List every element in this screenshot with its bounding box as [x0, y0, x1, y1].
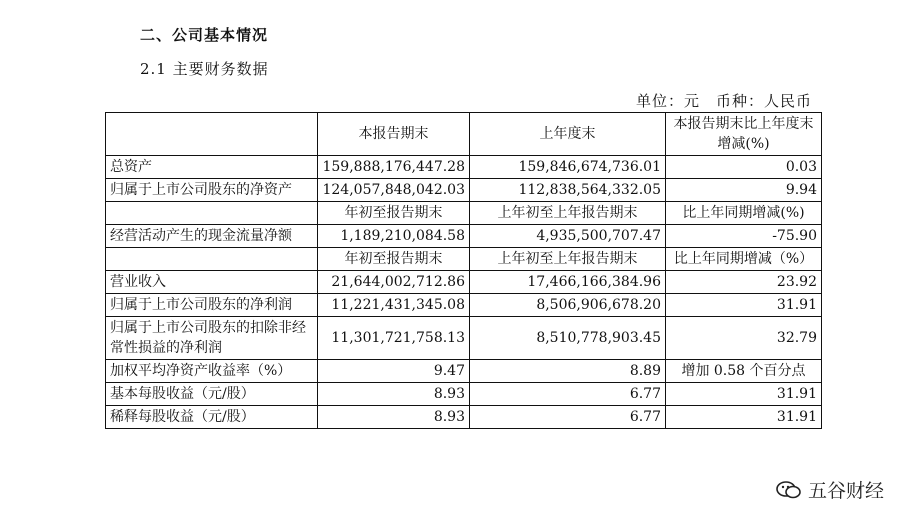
value-cell: 17,466,166,384.96 [470, 271, 666, 294]
section-title: 二、公司基本情况 [140, 26, 269, 44]
row-label-cell: 加权平均净资产收益率（%） [106, 360, 318, 383]
header-cell [106, 113, 318, 156]
header-cell: 本报告期末 [318, 113, 470, 156]
header-cell [106, 202, 318, 225]
wechat-icon [776, 480, 802, 500]
value-cell: 9.47 [318, 360, 470, 383]
value-cell: 31.91 [666, 406, 822, 429]
row-label-cell: 总资产 [106, 156, 318, 179]
value-cell: 159,888,176,447.28 [318, 156, 470, 179]
header-cell: 比上年同期增减（%） [666, 248, 822, 271]
value-cell: 11,301,721,758.13 [318, 317, 470, 360]
value-cell: 8.89 [470, 360, 666, 383]
table-row [106, 317, 822, 360]
table-row [106, 156, 822, 179]
value-cell: 31.91 [666, 294, 822, 317]
value-cell: 4,935,500,707.47 [470, 225, 666, 248]
value-cell: -75.90 [666, 225, 822, 248]
financial-data-table [105, 112, 822, 429]
value-cell: 0.03 [666, 156, 822, 179]
row-label-cell: 稀释每股收益（元/股） [106, 406, 318, 429]
value-cell: 8.93 [318, 383, 470, 406]
unit-currency-note: 单位：元 币种：人民币 [635, 92, 812, 110]
table-row [106, 225, 822, 248]
row-label-cell: 经营活动产生的现金流量净额 [106, 225, 318, 248]
value-cell: 21,644,002,712.86 [318, 271, 470, 294]
table-header-row [106, 248, 822, 271]
table-row [106, 406, 822, 429]
value-cell: 9.94 [666, 179, 822, 202]
row-label-cell: 归属于上市公司股东的净资产 [106, 179, 318, 202]
value-cell: 11,221,431,345.08 [318, 294, 470, 317]
value-cell: 23.92 [666, 271, 822, 294]
value-cell: 124,057,848,042.03 [318, 179, 470, 202]
header-cell [106, 248, 318, 271]
value-cell: 1,189,210,084.58 [318, 225, 470, 248]
subsection-title: 2.1 主要财务数据 [140, 60, 269, 78]
value-cell: 8.93 [318, 406, 470, 429]
table-row [106, 271, 822, 294]
value-cell: 159,846,674,736.01 [470, 156, 666, 179]
table-row [106, 179, 822, 202]
value-cell: 6.77 [470, 406, 666, 429]
header-cell: 本报告期末比上年度末增减(%) [666, 113, 822, 156]
header-cell: 上年度末 [470, 113, 666, 156]
value-cell: 6.77 [470, 383, 666, 406]
value-cell: 8,510,778,903.45 [470, 317, 666, 360]
watermark [776, 476, 884, 503]
watermark-text: 五谷财经 [807, 480, 884, 502]
value-cell: 31.91 [666, 383, 822, 406]
table-row [106, 383, 822, 406]
value-cell: 8,506,906,678.20 [470, 294, 666, 317]
table-header-row [106, 202, 822, 225]
value-cell: 增加 0.58 个百分点 [666, 360, 822, 383]
header-cell: 上年初至上年报告期末 [470, 248, 666, 271]
value-cell: 32.79 [666, 317, 822, 360]
header-cell: 年初至报告期末 [318, 248, 470, 271]
table-row [106, 360, 822, 383]
row-label-cell: 营业收入 [106, 271, 318, 294]
table-row [106, 294, 822, 317]
header-cell: 年初至报告期末 [318, 202, 470, 225]
header-cell: 比上年同期增减(%) [666, 202, 822, 225]
row-label-cell: 基本每股收益（元/股） [106, 383, 318, 406]
value-cell: 112,838,564,332.05 [470, 179, 666, 202]
row-label-cell: 归属于上市公司股东的净利润 [106, 294, 318, 317]
table-header-row [106, 113, 822, 156]
header-cell: 上年初至上年报告期末 [470, 202, 666, 225]
row-label-cell: 归属于上市公司股东的扣除非经常性损益的净利润 [106, 317, 318, 360]
